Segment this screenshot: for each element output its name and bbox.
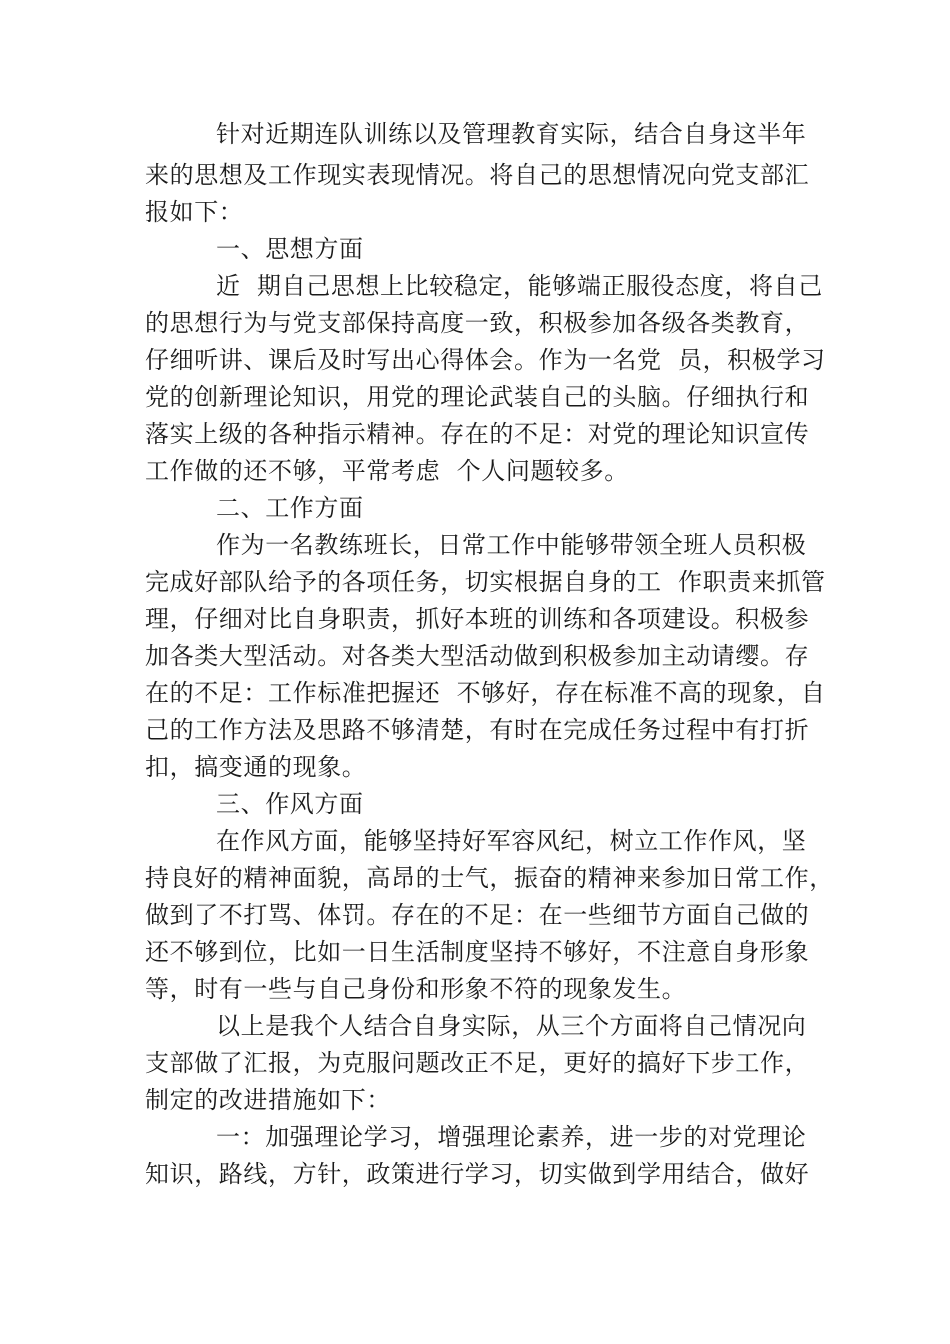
paragraph-work-line-5: 在的不足：工作标准把握还 不够好，存在标准不高的现象，自 [145,679,826,707]
paragraph-summary-line-2: 支部做了汇报，为克服问题改正不足，更好的搞好下步工作， [145,1049,810,1077]
paragraph-work-line-7: 扣，搞变通的现象。 [145,753,367,781]
paragraph-thought-line-1: 近 期自己思想上比较稳定，能够端正服役态度，将自己 [216,272,823,300]
paragraph-intro-line-3: 报如下： [145,198,244,226]
paragraph-work-line-6: 己的工作方法及思路不够清楚，有时在完成任务过程中有打折 [145,716,810,744]
paragraph-summary-line-3: 制定的改进措施如下： [145,1086,391,1114]
paragraph-thought-line-4: 党的创新理论知识，用党的理论武装自己的头脑。仔细执行和 [145,383,810,411]
section-heading-work: 二、工作方面 [216,494,364,522]
paragraph-thought-line-5: 落实上级的各种指示精神。存在的不足：对党的理论知识宣传 [145,420,810,448]
paragraph-summary-line-1: 以上是我个人结合自身实际，从三个方面将自己情况向 [216,1012,807,1040]
paragraph-work-line-2: 完成好部队给予的各项任务，切实根据自身的工 作职责来抓管 [145,568,826,596]
paragraph-measure-one-line-2: 知识，路线，方针，政策进行学习，切实做到学用结合，做好 [145,1160,810,1188]
paragraph-thought-line-2: 的思想行为与党支部保持高度一致，积极参加各级各类教育， [145,309,810,337]
paragraph-thought-line-6: 工作做的还不够，平常考虑 个人问题较多。 [145,457,629,485]
paragraph-style-line-2: 持良好的精神面貌，高昂的士气，振奋的精神来参加日常工作， [145,864,834,892]
paragraph-measure-one-line-1: 一：加强理论学习，增强理论素养，进一步的对党理论 [216,1123,807,1151]
section-heading-thought: 一、思想方面 [216,235,364,263]
paragraph-work-line-4: 加各类大型活动。对各类大型活动做到积极参加主动请缨。存 [145,642,810,670]
paragraph-style-line-5: 等，时有一些与自己身份和形象不符的现象发生。 [145,975,687,1003]
section-heading-style: 三、作风方面 [216,790,364,818]
paragraph-style-line-1: 在作风方面，能够坚持好军容风纪，树立工作作风，坚 [216,827,807,855]
paragraph-work-line-1: 作为一名教练班长，日常工作中能够带领全班人员积极 [216,531,807,559]
paragraph-intro-line-2: 来的思想及工作现实表现情况。将自己的思想情况向党支部汇 [145,161,810,189]
paragraph-style-line-4: 还不够到位，比如一日生活制度坚持不够好，不注意自身形象 [145,938,810,966]
paragraph-intro-line-1: 针对近期连队训练以及管理教育实际，结合自身这半年 [216,120,807,148]
paragraph-work-line-3: 理，仔细对比自身职责，抓好本班的训练和各项建设。积极参 [145,605,810,633]
paragraph-style-line-3: 做到了不打骂、体罚。存在的不足：在一些细节方面自己做的 [145,901,810,929]
paragraph-thought-line-3: 仔细听讲、课后及时写出心得体会。作为一名党 员，积极学习 [145,346,826,374]
